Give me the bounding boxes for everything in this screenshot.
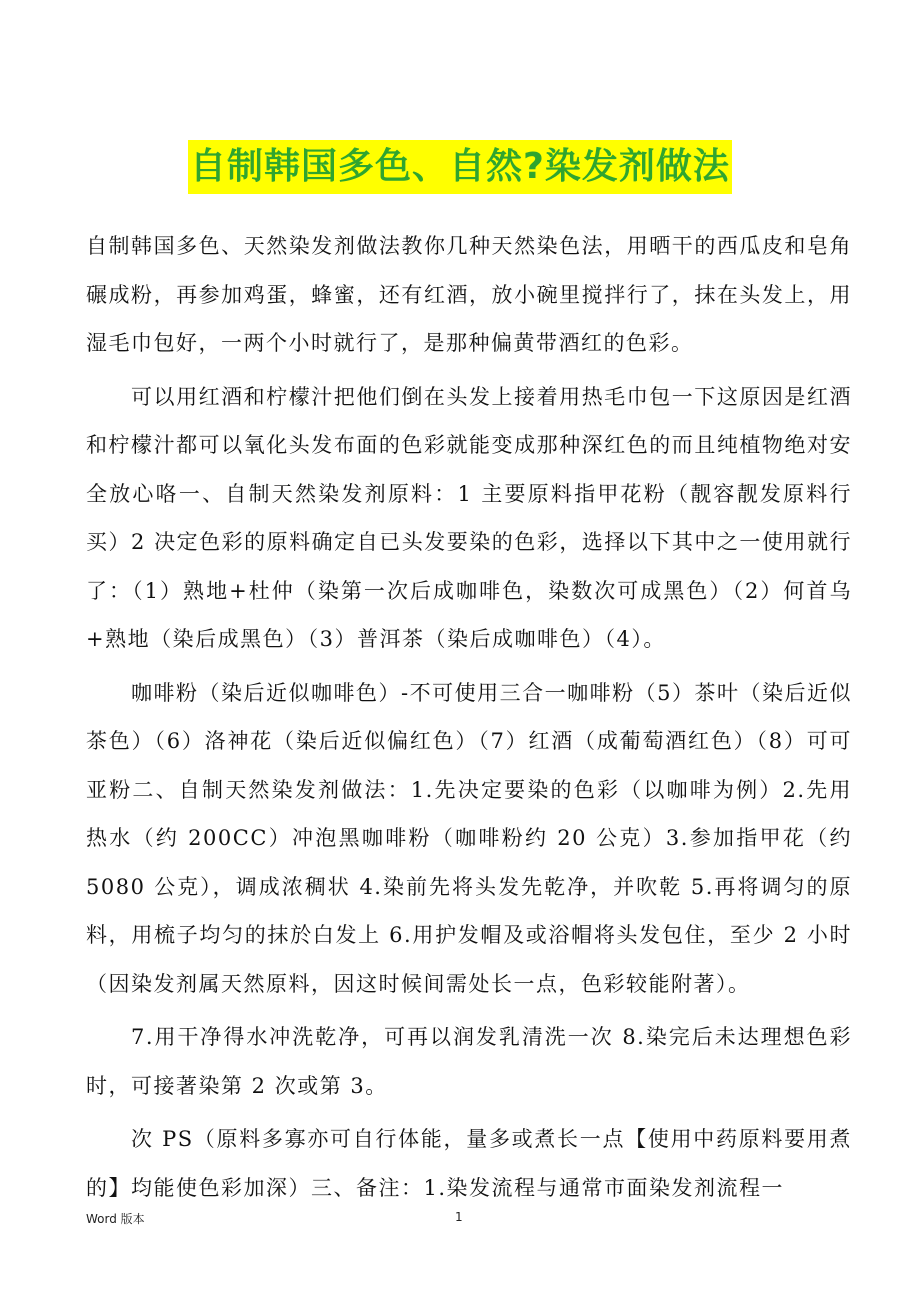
paragraph-2: 可以用红酒和柠檬汁把他们倒在头发上接着用热毛巾包一下这原因是红酒和柠檬汁都可以氧化头发布面的色彩就能变成那种深红色的而且纯植物绝对安全放心咯一、自制天然染发剂原料：1 主要原料指甲花粉（靓容靓发原料行买）2 决定色彩的原料确定自已头发要染的色彩，选择以下其中之一使用就行了：（1）熟地+杜仲（染第一次后成咖啡色，染数次可成黑色）（2）何首乌+熟地（染后成黑色）（3）普洱茶（染后成咖啡色）（4）。 bbox=[86, 384, 852, 651]
title-container bbox=[0, 140, 920, 194]
paragraph-5: 次 PS（原料多寡亦可自行体能，量多或煮长一点【使用中药原料要用煮的】均能使色彩加深）三、备注：1.染发流程与通常市面染发剂流程一 bbox=[86, 1127, 852, 1200]
document-title: 自制韩国多色、自然?染发剂做法 bbox=[188, 140, 732, 194]
document-body bbox=[86, 222, 852, 1217]
paragraph-4: 7.用干净得水冲洗乾净，可再以润发乳清洗一次 8.染完后未达理想色彩时，可接著染第 2 次或第 3。 bbox=[86, 1025, 852, 1098]
paragraph-3: 咖啡粉（染后近似咖啡色）-不可使用三合一咖啡粉（5）茶叶（染后近似茶色）（6）洛神花（染后近似偏红色）（7）红酒（成葡萄酒红色）（8）可可亚粉二、自制天然染发剂做法：1.先决定要染的色彩（以咖啡为例）2.先用热水（约 200CC）冲泡黑咖啡粉（咖啡粉约 20 公克）3.参加指甲花（约 5080 公克），调成浓稠状 4.染前先将头发先乾净，并吹乾 5.再将调匀的原料，用梳子均匀的抹於白发上 6.用护发帽及或浴帽将头发包住，至少 2 小时（因染发剂属天然原料，因这时候间需处长一点，色彩较能附著）。 bbox=[86, 680, 852, 996]
page-number: 1 bbox=[455, 1210, 463, 1224]
paragraph-1: 自制韩国多色、天然染发剂做法教你几种天然染色法，用晒干的西瓜皮和皂角碾成粉，再参加鸡蛋，蜂蜜，还有红酒，放小碗里搅拌行了，抹在头发上，用湿毛巾包好，一两个小时就行了，是那种偏黄带酒红的色彩。 bbox=[86, 234, 852, 355]
footer-label: Word 版本 bbox=[86, 1212, 145, 1226]
